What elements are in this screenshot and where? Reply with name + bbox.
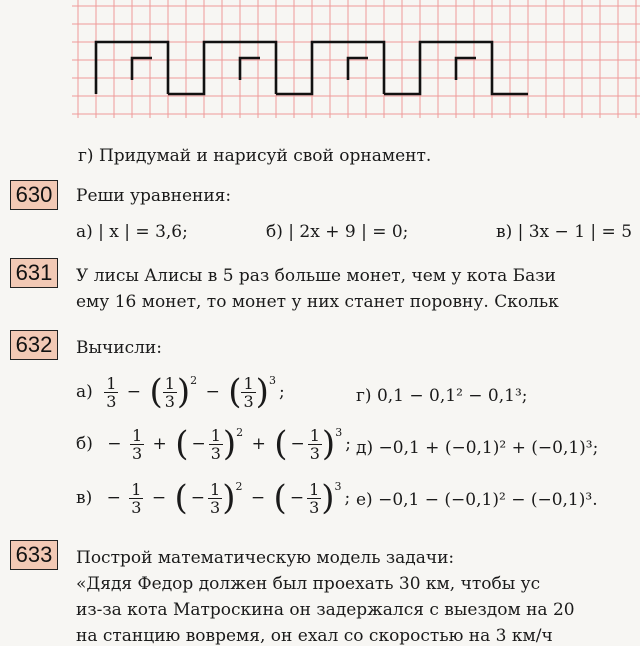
ornament-spiral	[240, 58, 260, 80]
problem-633-line2: «Дядя Федор должен был проехать 30 км, чтобы ус	[76, 574, 541, 594]
fraction: $\frac{1}{3}$	[106, 373, 117, 411]
problem-633-number: 633	[10, 540, 58, 570]
fraction: $\frac{1}{3}$	[164, 373, 175, 411]
ornament-caption: г) Придумай и нарисуй свой орнамент.	[78, 146, 432, 166]
problem-631-number: 631	[10, 258, 58, 288]
problem-632-title: Вычисли:	[76, 338, 162, 358]
problem-630-b: б) | 2x + 9 | = 0;	[266, 222, 409, 242]
problem-632-e: е) −0,1 − (−0,1)² − (−0,1)³.	[356, 490, 598, 510]
problem-630-a: а) | x | = 3,6;	[76, 222, 188, 242]
ornament-spiral	[132, 58, 152, 80]
problem-633-line3: из-за кота Матроскина он задержался с выездом на 20	[76, 600, 575, 620]
problem-632-d: д) −0,1 + (−0,1)² + (−0,1)³;	[356, 438, 599, 458]
problem-630-number: 630	[10, 180, 58, 210]
problem-633-line1: Построй математическую модель задачи:	[76, 548, 455, 568]
fraction: $\frac{1}{3}$	[210, 425, 221, 463]
problem-632-number: 632	[10, 330, 58, 360]
problem-631-line2: ему 16 монет, то монет у них станет поровну. Скольк	[76, 292, 559, 312]
fraction: $\frac{1}{3}$	[243, 373, 254, 411]
fraction: $\frac{1}{3}$	[131, 479, 142, 517]
ornament-spiral	[348, 58, 368, 80]
problem-630-title: Реши уравнения:	[76, 186, 232, 206]
problem-630-c: в) | 3x − 1 | = 5	[496, 222, 633, 242]
problem-631-line1: У лисы Алисы в 5 раз больше монет, чем у кота Бази	[76, 266, 556, 286]
problem-632-g: г) 0,1 − 0,1² − 0,1³;	[356, 386, 528, 406]
problem-632-b: б) − $\frac{1}{3}$ + ( − $\frac{1}{3}$ )2 + ( − $\frac{1}{3}$ )3;	[76, 424, 351, 464]
fraction: $\frac{1}{3}$	[309, 479, 320, 517]
fraction: $\frac{1}{3}$	[131, 425, 143, 463]
fraction: $\frac{1}{3}$	[309, 425, 320, 463]
ornament-grid	[72, 0, 640, 118]
ornament-spiral	[456, 58, 476, 80]
problem-633-line4: на станцию вовремя, он ехал со скоростью на 3 км/ч	[76, 626, 553, 646]
problem-632-c: в) − $\frac{1}{3}$ − ( − $\frac{1}{3}$ )2 − ( − $\frac{1}{3}$ )3;	[76, 478, 351, 518]
problem-632-a: а) $\frac{1}{3}$ − ( $\frac{1}{3}$ )2 − ( $\frac{1}{3}$ )3;	[76, 372, 285, 412]
fraction: $\frac{1}{3}$	[210, 479, 221, 517]
